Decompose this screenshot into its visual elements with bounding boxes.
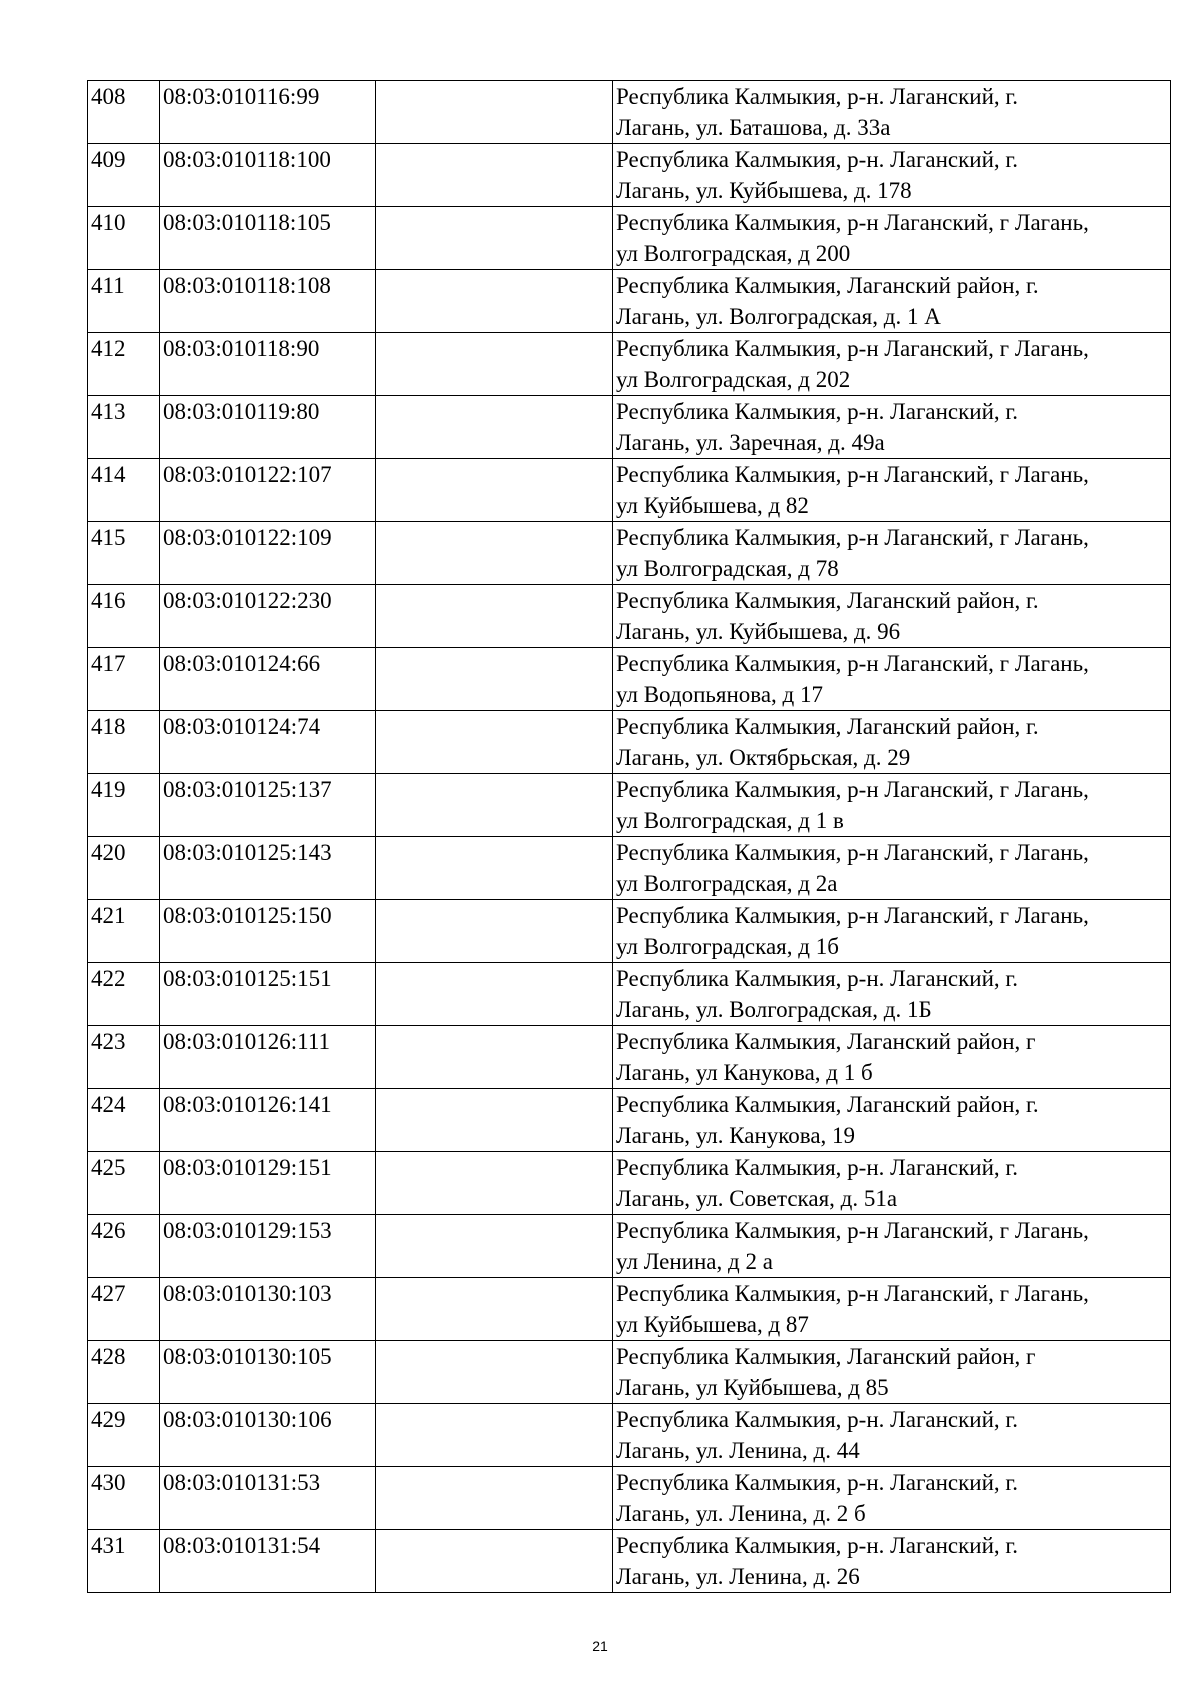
address-cell bbox=[613, 711, 1171, 774]
address-cell bbox=[613, 1341, 1171, 1404]
empty-cell bbox=[376, 522, 613, 585]
table-row bbox=[88, 144, 1171, 207]
row-number-cell: 427 bbox=[88, 1278, 160, 1341]
address-cell bbox=[613, 1530, 1171, 1593]
address-line-1: Республика Калмыкия, Лаганский район, г. bbox=[616, 273, 1039, 298]
address-line-2: Лагань, ул Канукова, д 1 б bbox=[616, 1060, 873, 1085]
empty-cell bbox=[376, 1089, 613, 1152]
address-line-2: Лагань, ул. Ленина, д. 26 bbox=[616, 1564, 860, 1589]
empty-cell bbox=[376, 837, 613, 900]
empty-cell bbox=[376, 711, 613, 774]
table-row bbox=[88, 333, 1171, 396]
empty-cell bbox=[376, 333, 613, 396]
address-line-1: Республика Калмыкия, Лаганский район, г bbox=[616, 1029, 1036, 1054]
address-line-1: Республика Калмыкия, р-н Лаганский, г Лагань, bbox=[616, 1281, 1089, 1306]
address-line-1: Республика Калмыкия, р-н Лаганский, г Лагань, bbox=[616, 336, 1089, 361]
cadastral-number-cell: 08:03:010126:111 bbox=[160, 1026, 376, 1089]
address-cell bbox=[613, 207, 1171, 270]
address-line-2: Лагань, ул. Заречная, д. 49а bbox=[616, 430, 885, 455]
address-line-1: Республика Калмыкия, р-н Лаганский, г Лагань, bbox=[616, 840, 1089, 865]
cadastral-number-cell: 08:03:010125:150 bbox=[160, 900, 376, 963]
address-line-2: ул Водопьянова, д 17 bbox=[616, 682, 823, 707]
table-row bbox=[88, 207, 1171, 270]
table-row bbox=[88, 585, 1171, 648]
address-line-2: Лагань, ул Куйбышева, д 85 bbox=[616, 1375, 889, 1400]
address-line-1: Республика Калмыкия, р-н Лаганский, г Лагань, bbox=[616, 777, 1089, 802]
row-number-cell: 423 bbox=[88, 1026, 160, 1089]
table-row bbox=[88, 1215, 1171, 1278]
row-number-cell: 421 bbox=[88, 900, 160, 963]
address-cell bbox=[613, 774, 1171, 837]
cadastral-number-cell: 08:03:010118:90 bbox=[160, 333, 376, 396]
table-row bbox=[88, 900, 1171, 963]
empty-cell bbox=[376, 1152, 613, 1215]
empty-cell bbox=[376, 1404, 613, 1467]
address-line-1: Республика Калмыкия, Лаганский район, г. bbox=[616, 588, 1039, 613]
cadastral-number-cell: 08:03:010129:153 bbox=[160, 1215, 376, 1278]
address-line-1: Республика Калмыкия, р-н Лаганский, г Лагань, bbox=[616, 1218, 1089, 1243]
address-line-2: Лагань, ул. Волгоградская, д. 1Б bbox=[616, 997, 932, 1022]
address-line-2: ул Ленина, д 2 а bbox=[616, 1249, 773, 1274]
address-line-1: Республика Калмыкия, р-н. Лаганский, г. bbox=[616, 966, 1018, 991]
address-cell bbox=[613, 1215, 1171, 1278]
row-number-cell: 412 bbox=[88, 333, 160, 396]
row-number-cell: 420 bbox=[88, 837, 160, 900]
empty-cell bbox=[376, 1530, 613, 1593]
empty-cell bbox=[376, 774, 613, 837]
row-number-cell: 411 bbox=[88, 270, 160, 333]
table-row bbox=[88, 711, 1171, 774]
address-line-2: Лагань, ул. Волгоградская, д. 1 А bbox=[616, 304, 941, 329]
cadastral-number-cell: 08:03:010122:107 bbox=[160, 459, 376, 522]
table-row bbox=[88, 1026, 1171, 1089]
cadastral-number-cell: 08:03:010126:141 bbox=[160, 1089, 376, 1152]
cadastral-number-cell: 08:03:010118:108 bbox=[160, 270, 376, 333]
table-row bbox=[88, 1341, 1171, 1404]
address-line-1: Республика Калмыкия, р-н Лаганский, г Лагань, bbox=[616, 525, 1089, 550]
property-table bbox=[87, 80, 1171, 1593]
address-cell bbox=[613, 270, 1171, 333]
empty-cell bbox=[376, 1467, 613, 1530]
row-number-cell: 419 bbox=[88, 774, 160, 837]
address-cell bbox=[613, 963, 1171, 1026]
row-number-cell: 417 bbox=[88, 648, 160, 711]
table-row bbox=[88, 270, 1171, 333]
address-line-2: ул Куйбышева, д 82 bbox=[616, 493, 809, 518]
row-number-cell: 429 bbox=[88, 1404, 160, 1467]
row-number-cell: 414 bbox=[88, 459, 160, 522]
cadastral-number-cell: 08:03:010124:74 bbox=[160, 711, 376, 774]
empty-cell bbox=[376, 900, 613, 963]
cadastral-number-cell: 08:03:010130:103 bbox=[160, 1278, 376, 1341]
table-row bbox=[88, 522, 1171, 585]
address-line-1: Республика Калмыкия, Лаганский район, г. bbox=[616, 714, 1039, 739]
empty-cell bbox=[376, 1341, 613, 1404]
table-row bbox=[88, 1152, 1171, 1215]
table-row bbox=[88, 1278, 1171, 1341]
empty-cell bbox=[376, 459, 613, 522]
address-line-2: ул Волгоградская, д 202 bbox=[616, 367, 851, 392]
address-line-1: Республика Калмыкия, р-н Лаганский, г Лагань, bbox=[616, 903, 1089, 928]
table-row bbox=[88, 963, 1171, 1026]
cadastral-number-cell: 08:03:010130:105 bbox=[160, 1341, 376, 1404]
address-line-1: Республика Калмыкия, р-н. Лаганский, г. bbox=[616, 1155, 1018, 1180]
row-number-cell: 431 bbox=[88, 1530, 160, 1593]
table-row bbox=[88, 1089, 1171, 1152]
empty-cell bbox=[376, 270, 613, 333]
row-number-cell: 418 bbox=[88, 711, 160, 774]
table-row bbox=[88, 459, 1171, 522]
address-cell bbox=[613, 585, 1171, 648]
address-line-1: Республика Калмыкия, р-н. Лаганский, г. bbox=[616, 1533, 1018, 1558]
address-cell bbox=[613, 837, 1171, 900]
cadastral-number-cell: 08:03:010124:66 bbox=[160, 648, 376, 711]
cadastral-number-cell: 08:03:010129:151 bbox=[160, 1152, 376, 1215]
address-cell bbox=[613, 522, 1171, 585]
address-cell bbox=[613, 144, 1171, 207]
address-line-2: ул Волгоградская, д 1б bbox=[616, 934, 839, 959]
cadastral-number-cell: 08:03:010131:54 bbox=[160, 1530, 376, 1593]
address-line-1: Республика Калмыкия, Лаганский район, г. bbox=[616, 1092, 1039, 1117]
address-line-2: ул Волгоградская, д 2а bbox=[616, 871, 838, 896]
cadastral-number-cell: 08:03:010125:151 bbox=[160, 963, 376, 1026]
address-line-1: Республика Калмыкия, р-н Лаганский, г Лагань, bbox=[616, 210, 1089, 235]
row-number-cell: 410 bbox=[88, 207, 160, 270]
cadastral-number-cell: 08:03:010118:105 bbox=[160, 207, 376, 270]
row-number-cell: 416 bbox=[88, 585, 160, 648]
row-number-cell: 409 bbox=[88, 144, 160, 207]
table-row bbox=[88, 1404, 1171, 1467]
row-number-cell: 424 bbox=[88, 1089, 160, 1152]
address-line-2: Лагань, ул. Ленина, д. 44 bbox=[616, 1438, 860, 1463]
cadastral-number-cell: 08:03:010130:106 bbox=[160, 1404, 376, 1467]
address-line-2: Лагань, ул. Канукова, 19 bbox=[616, 1123, 856, 1148]
address-line-2: ул Куйбышева, д 87 bbox=[616, 1312, 809, 1337]
address-cell bbox=[613, 1404, 1171, 1467]
table-row bbox=[88, 396, 1171, 459]
cadastral-number-cell: 08:03:010119:80 bbox=[160, 396, 376, 459]
address-cell bbox=[613, 1467, 1171, 1530]
address-line-2: Лагань, ул. Октябрьская, д. 29 bbox=[616, 745, 911, 770]
address-cell bbox=[613, 648, 1171, 711]
empty-cell bbox=[376, 963, 613, 1026]
row-number-cell: 426 bbox=[88, 1215, 160, 1278]
address-line-1: Республика Калмыкия, р-н. Лаганский, г. bbox=[616, 1470, 1018, 1495]
cadastral-number-cell: 08:03:010118:100 bbox=[160, 144, 376, 207]
address-cell bbox=[613, 1026, 1171, 1089]
address-line-1: Республика Калмыкия, р-н. Лаганский, г. bbox=[616, 399, 1018, 424]
empty-cell bbox=[376, 585, 613, 648]
address-cell bbox=[613, 81, 1171, 144]
empty-cell bbox=[376, 144, 613, 207]
row-number-cell: 415 bbox=[88, 522, 160, 585]
empty-cell bbox=[376, 396, 613, 459]
empty-cell bbox=[376, 1026, 613, 1089]
address-line-2: ул Волгоградская, д 200 bbox=[616, 241, 851, 266]
address-line-1: Республика Калмыкия, р-н. Лаганский, г. bbox=[616, 147, 1018, 172]
table-row bbox=[88, 1530, 1171, 1593]
table-row bbox=[88, 774, 1171, 837]
address-cell bbox=[613, 459, 1171, 522]
table-row bbox=[88, 648, 1171, 711]
address-line-1: Республика Калмыкия, р-н. Лаганский, г. bbox=[616, 1407, 1018, 1432]
address-line-2: Лагань, ул. Ленина, д. 2 б bbox=[616, 1501, 866, 1526]
cadastral-number-cell: 08:03:010131:53 bbox=[160, 1467, 376, 1530]
address-line-1: Республика Калмыкия, Лаганский район, г bbox=[616, 1344, 1036, 1369]
empty-cell bbox=[376, 207, 613, 270]
cadastral-number-cell: 08:03:010125:137 bbox=[160, 774, 376, 837]
row-number-cell: 425 bbox=[88, 1152, 160, 1215]
row-number-cell: 428 bbox=[88, 1341, 160, 1404]
address-line-2: Лагань, ул. Советская, д. 51а bbox=[616, 1186, 898, 1211]
address-cell bbox=[613, 1152, 1171, 1215]
empty-cell bbox=[376, 1215, 613, 1278]
table-row bbox=[88, 837, 1171, 900]
table-row bbox=[88, 1467, 1171, 1530]
address-line-2: Лагань, ул. Куйбышева, д. 96 bbox=[616, 619, 901, 644]
address-cell bbox=[613, 1278, 1171, 1341]
address-line-2: ул Волгоградская, д 1 в bbox=[616, 808, 844, 833]
page-number: 21 bbox=[592, 1638, 608, 1654]
table-row bbox=[88, 81, 1171, 144]
address-cell bbox=[613, 333, 1171, 396]
property-table-body bbox=[88, 81, 1171, 1593]
row-number-cell: 430 bbox=[88, 1467, 160, 1530]
empty-cell bbox=[376, 81, 613, 144]
cadastral-number-cell: 08:03:010125:143 bbox=[160, 837, 376, 900]
empty-cell bbox=[376, 1278, 613, 1341]
address-line-2: ул Волгоградская, д 78 bbox=[616, 556, 839, 581]
address-line-1: Республика Калмыкия, р-н Лаганский, г Лагань, bbox=[616, 651, 1089, 676]
address-line-2: Лагань, ул. Баташова, д. 33а bbox=[616, 115, 891, 140]
row-number-cell: 413 bbox=[88, 396, 160, 459]
row-number-cell: 422 bbox=[88, 963, 160, 1026]
cadastral-number-cell: 08:03:010116:99 bbox=[160, 81, 376, 144]
address-line-2: Лагань, ул. Куйбышева, д. 178 bbox=[616, 178, 912, 203]
address-line-1: Республика Калмыкия, р-н. Лаганский, г. bbox=[616, 84, 1018, 109]
address-line-1: Республика Калмыкия, р-н Лаганский, г Лагань, bbox=[616, 462, 1089, 487]
cadastral-number-cell: 08:03:010122:109 bbox=[160, 522, 376, 585]
cadastral-number-cell: 08:03:010122:230 bbox=[160, 585, 376, 648]
address-cell bbox=[613, 1089, 1171, 1152]
address-cell bbox=[613, 396, 1171, 459]
row-number-cell: 408 bbox=[88, 81, 160, 144]
empty-cell bbox=[376, 648, 613, 711]
address-cell bbox=[613, 900, 1171, 963]
